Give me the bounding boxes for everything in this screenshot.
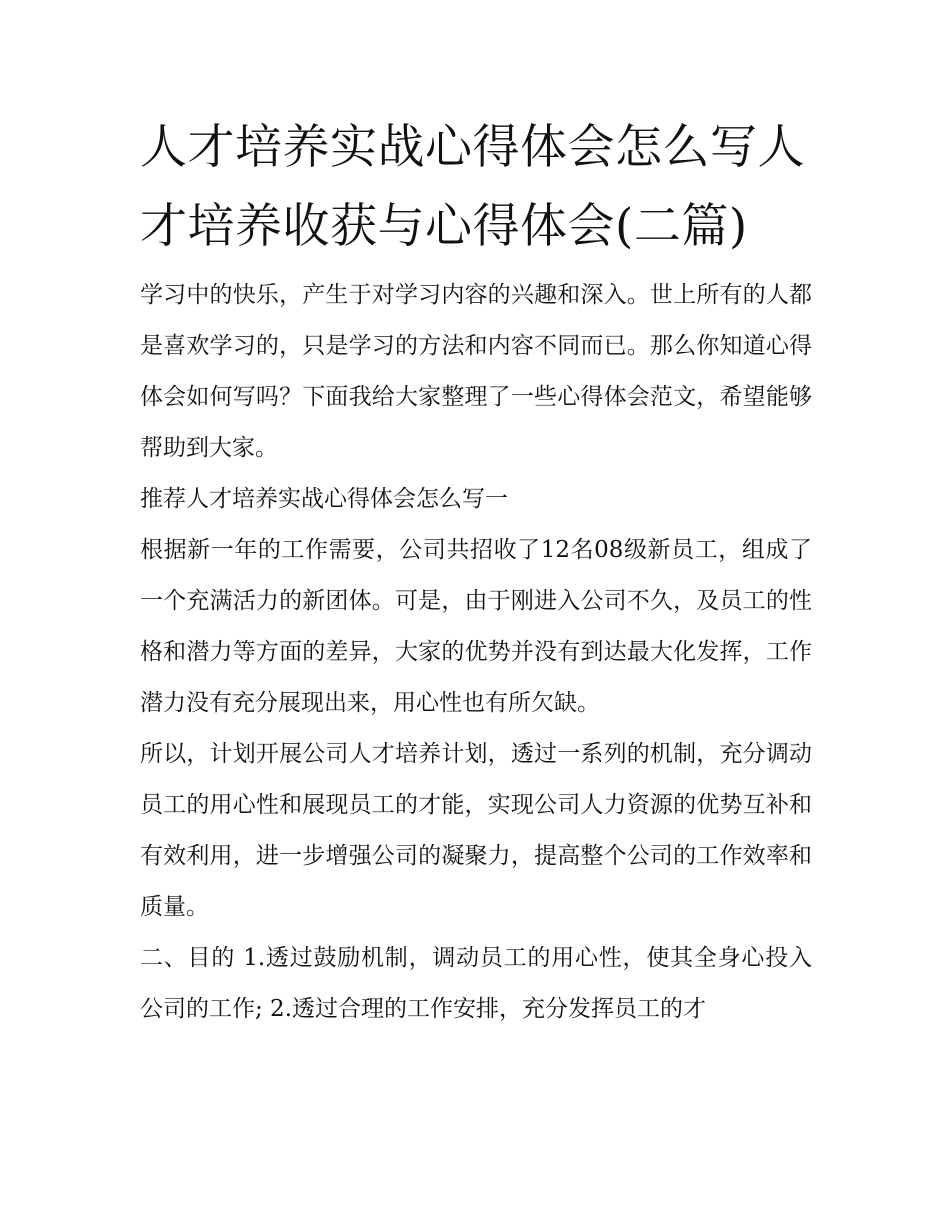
body-paragraph: 二、目的 1.透过鼓励机制，调动员工的用心性，使其全身心投入公司的工作; 2.透过合理的工作安排，充分发挥员工的才 [140,945,812,1022]
section-heading: 推荐人才培养实战心得体会怎么写一 [140,486,508,512]
intro-paragraph: 学习中的快乐，产生于对学习内容的兴趣和深入。世上所有的人都是喜欢学习的，只是学习的方法和内容不同而已。那么你知道心得体会如何写吗？下面我给大家整理了一些心得体会范文，希望能够帮助到大家。 [140,282,812,461]
document-title: 人才培养实战心得体会怎么写人才培养收获与心得体会(二篇) [140,120,805,254]
document-page [140,108,812,1035]
body-paragraph: 根据新一年的工作需要，公司共招收了12名08级新员工，组成了一个充满活力的新团体。可是，由于刚进入公司不久，及员工的性格和潜力等方面的差异，大家的优势并没有到达最大化发挥，工作潜力没有充分展现出来，用心性也有所欠缺。 [140,537,812,716]
document-body [140,270,812,1035]
body-paragraph: 所以，计划开展公司人才培养计划，透过一系列的机制，充分调动员工的用心性和展现员工的才能，实现公司人力资源的优势互补和有效利用，进一步增强公司的凝聚力，提高整个公司的工作效率和质量。 [140,741,812,920]
